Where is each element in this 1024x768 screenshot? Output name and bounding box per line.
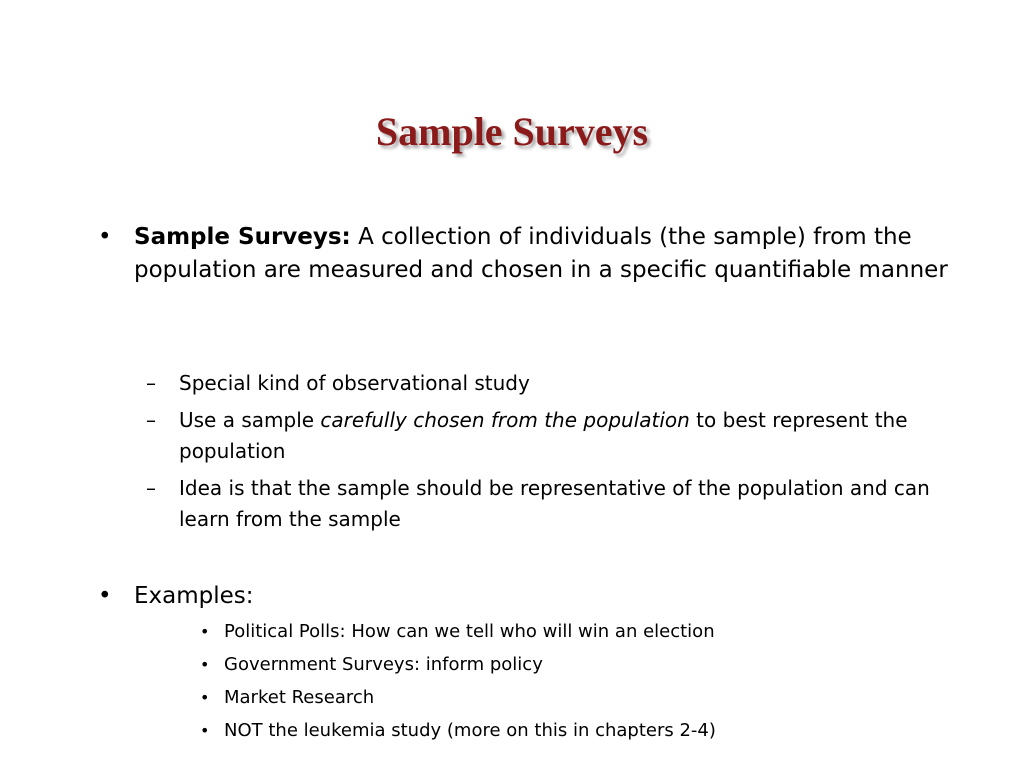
bullet-symbol: • bbox=[200, 622, 210, 641]
bullet-symbol: • bbox=[98, 224, 112, 250]
bullet-symbol: • bbox=[200, 721, 210, 740]
sub-point bbox=[146, 405, 946, 467]
slide-title: Sample Surveys bbox=[375, 109, 649, 154]
sub-point-text: Special kind of observational study bbox=[179, 371, 530, 395]
example-text: NOT the leukemia study (more on this in chapters 2-4) bbox=[224, 720, 716, 741]
example-item bbox=[200, 619, 900, 645]
definition-body: A collection of individuals (the sample) from the population are measured and chosen in a specific quantifiable manner bbox=[134, 224, 948, 283]
sub-point-emphasis: carefully chosen from the population bbox=[320, 408, 690, 432]
definition-bullet bbox=[98, 221, 958, 287]
sub-point bbox=[146, 473, 946, 535]
example-text: Government Surveys: inform policy bbox=[224, 654, 543, 675]
sub-point-text: Idea is that the sample should be representative of the population and can learn from the sample bbox=[179, 476, 930, 531]
sub-point-prefix: Use a sample bbox=[179, 408, 321, 432]
sub-point bbox=[146, 368, 946, 399]
definition-text bbox=[134, 221, 958, 287]
example-item bbox=[200, 685, 900, 711]
bullet-symbol: • bbox=[200, 688, 210, 707]
definition-term: Sample Surveys: bbox=[134, 224, 351, 250]
sub-point-text bbox=[179, 405, 946, 467]
example-text: Market Research bbox=[224, 687, 375, 708]
dash-symbol: – bbox=[146, 476, 156, 500]
example-item bbox=[200, 652, 900, 678]
dash-symbol: – bbox=[146, 408, 156, 432]
examples-label: Examples: bbox=[134, 583, 254, 609]
example-text: Political Polls: How can we tell who will win an election bbox=[224, 621, 715, 642]
examples-bullet bbox=[98, 580, 958, 613]
sub-point-suffix: to best represent the population bbox=[179, 408, 908, 463]
dash-symbol: – bbox=[146, 371, 156, 395]
bullet-symbol: • bbox=[200, 655, 210, 674]
bullet-symbol: • bbox=[98, 583, 112, 609]
example-item bbox=[200, 718, 900, 744]
